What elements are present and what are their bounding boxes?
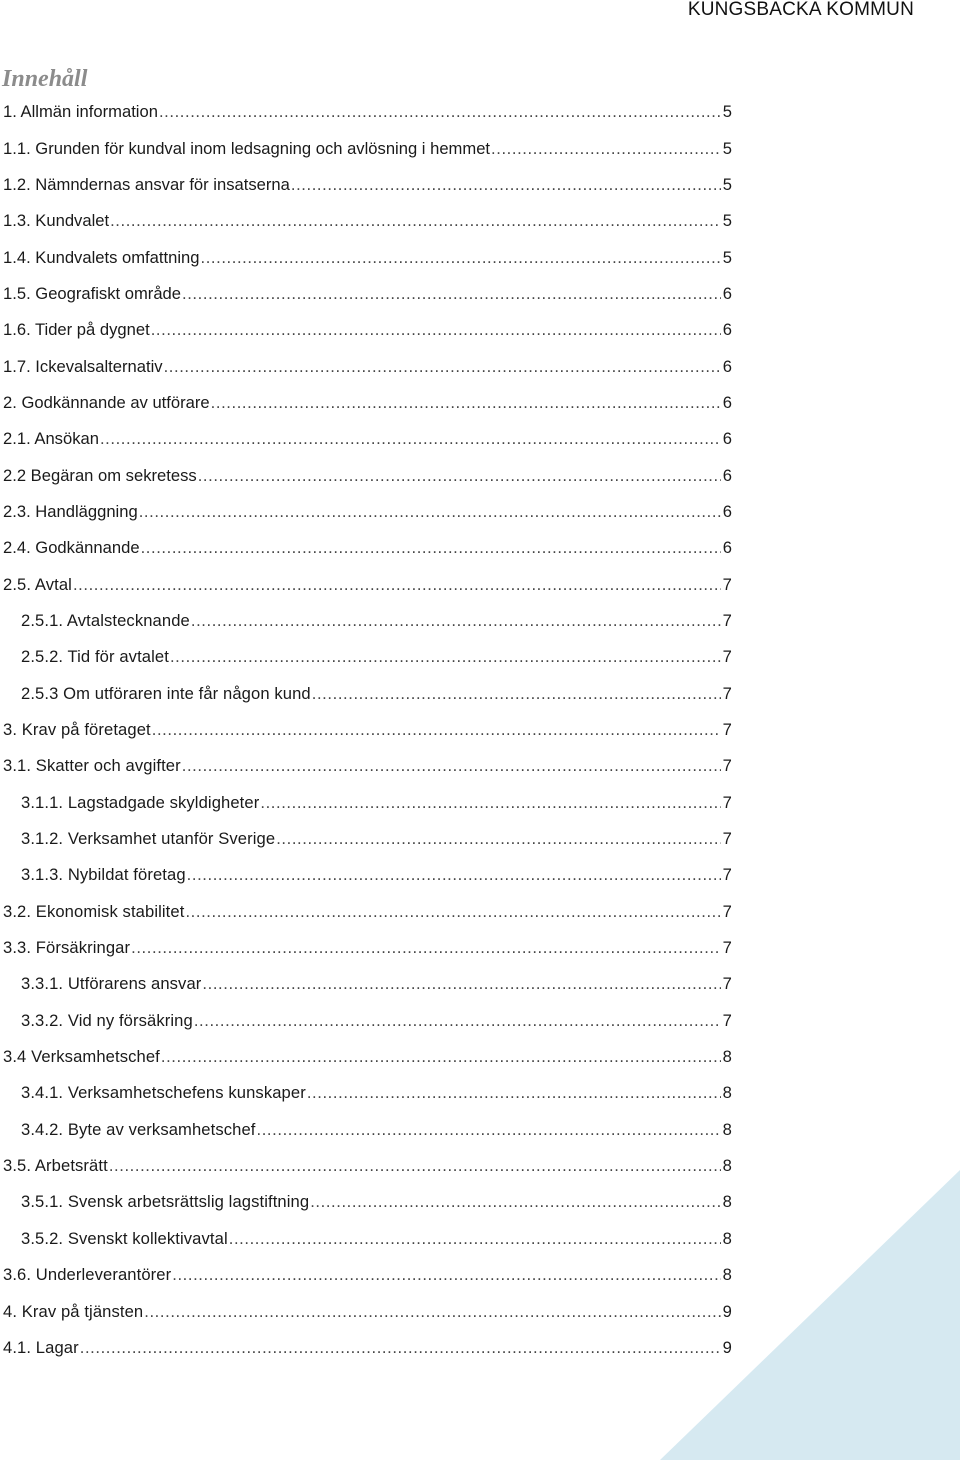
toc-entry-label: 3.4.2. Byte av verksamhetschef bbox=[21, 1119, 256, 1139]
toc-leader-dots bbox=[185, 902, 721, 922]
toc-entry[interactable] bbox=[3, 1112, 732, 1148]
toc-entry-label: 3.4.1. Verksamhetschefens kunskaper bbox=[21, 1083, 306, 1103]
toc-entry[interactable] bbox=[3, 494, 732, 530]
toc-leader-dots bbox=[80, 1338, 721, 1358]
toc-entry[interactable] bbox=[3, 930, 732, 966]
toc-entry-label: 3.6. Underleverantörer bbox=[3, 1265, 172, 1285]
toc-entry-page: 7 bbox=[722, 829, 732, 849]
toc-entry-page: 7 bbox=[722, 720, 732, 740]
corner-decoration bbox=[660, 1170, 960, 1460]
toc-entry-label: 1.4. Kundvalets omfattning bbox=[3, 247, 200, 267]
toc-entry-page: 9 bbox=[722, 1301, 732, 1321]
toc-entry-page: 5 bbox=[722, 138, 732, 158]
toc-entry[interactable] bbox=[3, 1330, 732, 1366]
toc-entry-label: 3.4 Verksamhetschef bbox=[3, 1047, 160, 1067]
toc-entry[interactable] bbox=[3, 348, 732, 384]
toc-entry-page: 6 bbox=[722, 501, 732, 521]
toc-entry[interactable] bbox=[3, 1148, 732, 1184]
toc-entry[interactable] bbox=[3, 239, 732, 275]
toc-entry-label: 3.2. Ekonomisk stabilitet bbox=[3, 901, 185, 921]
toc-leader-dots bbox=[276, 829, 721, 849]
toc-entry-page: 5 bbox=[722, 247, 732, 267]
toc-entry-label: 2.5.3 Om utföraren inte får någon kund bbox=[21, 683, 311, 703]
toc-leader-dots bbox=[182, 284, 721, 304]
toc-entry-page: 7 bbox=[722, 1010, 732, 1030]
table-of-contents bbox=[3, 94, 732, 1366]
toc-entry-label: 1. Allmän information bbox=[3, 102, 158, 122]
toc-entry-label: 3.1. Skatter och avgifter bbox=[3, 756, 181, 776]
toc-entry-page: 8 bbox=[722, 1228, 732, 1248]
toc-entry-page: 8 bbox=[722, 1119, 732, 1139]
toc-entry-page: 6 bbox=[722, 429, 732, 449]
toc-entry[interactable] bbox=[3, 530, 732, 566]
toc-entry-page: 8 bbox=[722, 1265, 732, 1285]
toc-entry-label: 2.2 Begäran om sekretess bbox=[3, 465, 197, 485]
toc-entry-page: 8 bbox=[722, 1192, 732, 1212]
toc-entry-label: 3.1.2. Verksamhet utanför Sverige bbox=[21, 829, 276, 849]
toc-entry-label: 2. Godkännande av utförare bbox=[3, 392, 210, 412]
toc-entry-label: 2.3. Handläggning bbox=[3, 501, 138, 521]
toc-entry-label: 4.1. Lagar bbox=[3, 1337, 79, 1357]
toc-entry-label: 3.1.1. Lagstadgade skyldigheter bbox=[21, 792, 260, 812]
toc-entry-page: 6 bbox=[722, 538, 732, 558]
toc-entry-page: 7 bbox=[722, 865, 732, 885]
toc-entry[interactable] bbox=[3, 94, 732, 130]
toc-entry-label: 3.5.1. Svensk arbetsrättslig lagstiftning bbox=[21, 1192, 310, 1212]
toc-entry[interactable] bbox=[3, 748, 732, 784]
toc-leader-dots bbox=[144, 1302, 721, 1322]
toc-entry-page: 9 bbox=[722, 1337, 732, 1357]
toc-entry[interactable] bbox=[3, 785, 732, 821]
toc-entry[interactable] bbox=[3, 312, 732, 348]
toc-entry-label: 3.5.2. Svenskt kollektivavtal bbox=[21, 1228, 228, 1248]
toc-entry-label: 2.4. Godkännande bbox=[3, 538, 140, 558]
toc-entry[interactable] bbox=[3, 457, 732, 493]
toc-leader-dots bbox=[211, 393, 721, 413]
toc-leader-dots bbox=[229, 1229, 721, 1249]
toc-leader-dots bbox=[202, 974, 721, 994]
toc-entry-label: 3.3. Försäkringar bbox=[3, 938, 131, 958]
toc-entry-page: 6 bbox=[722, 320, 732, 340]
toc-entry[interactable] bbox=[3, 1221, 732, 1257]
toc-leader-dots bbox=[170, 647, 721, 667]
toc-entry-page: 7 bbox=[722, 683, 732, 703]
toc-leader-dots bbox=[141, 538, 721, 558]
toc-entry-page: 7 bbox=[722, 756, 732, 776]
toc-leader-dots bbox=[182, 756, 721, 776]
toc-leader-dots bbox=[164, 357, 721, 377]
toc-leader-dots bbox=[194, 1011, 721, 1031]
toc-leader-dots bbox=[73, 575, 721, 595]
toc-leader-dots bbox=[161, 1047, 721, 1067]
toc-leader-dots bbox=[257, 1120, 721, 1140]
toc-entry-label: 1.2. Nämndernas ansvar för insatserna bbox=[3, 174, 290, 194]
toc-entry-page: 7 bbox=[722, 647, 732, 667]
toc-entry-page: 7 bbox=[722, 938, 732, 958]
toc-entry-label: 3.3.1. Utförarens ansvar bbox=[21, 974, 202, 994]
toc-entry-page: 5 bbox=[722, 102, 732, 122]
toc-entry[interactable] bbox=[3, 130, 732, 166]
toc-entry-label: 3.5. Arbetsrätt bbox=[3, 1156, 108, 1176]
toc-leader-dots bbox=[307, 1083, 721, 1103]
toc-entry-label: 2.5. Avtal bbox=[3, 574, 72, 594]
toc-entry[interactable] bbox=[3, 1003, 732, 1039]
toc-leader-dots bbox=[100, 429, 721, 449]
toc-entry-page: 5 bbox=[722, 211, 732, 231]
toc-entry[interactable] bbox=[3, 857, 732, 893]
toc-entry-page: 6 bbox=[722, 392, 732, 412]
toc-entry[interactable] bbox=[3, 1184, 732, 1220]
toc-entry-page: 8 bbox=[722, 1083, 732, 1103]
toc-entry-label: 3. Krav på företaget bbox=[3, 720, 151, 740]
corner-triangle bbox=[660, 1170, 960, 1460]
toc-entry[interactable] bbox=[3, 421, 732, 457]
toc-entry[interactable] bbox=[3, 276, 732, 312]
toc-entry-page: 8 bbox=[722, 1156, 732, 1176]
toc-entry-page: 8 bbox=[722, 1047, 732, 1067]
toc-entry-label: 2.5.1. Avtalstecknande bbox=[21, 610, 190, 630]
toc-entry-page: 6 bbox=[722, 356, 732, 376]
toc-entry-label: 1.1. Grunden för kundval inom ledsagning och avlösning i hemmet bbox=[3, 138, 491, 158]
toc-entry-page: 6 bbox=[722, 465, 732, 485]
toc-entry-page: 7 bbox=[722, 974, 732, 994]
toc-entry[interactable] bbox=[3, 167, 732, 203]
toc-entry-label: 2.1. Ansökan bbox=[3, 429, 99, 449]
toc-entry[interactable] bbox=[3, 385, 732, 421]
toc-entry[interactable] bbox=[3, 1075, 732, 1111]
toc-entry[interactable] bbox=[3, 676, 732, 712]
toc-entry-label: 1.5. Geografiskt område bbox=[3, 283, 182, 303]
toc-leader-dots bbox=[491, 139, 721, 159]
toc-leader-dots bbox=[200, 248, 721, 268]
toc-entry-page: 7 bbox=[722, 792, 732, 812]
toc-leader-dots bbox=[191, 611, 721, 631]
toc-leader-dots bbox=[291, 175, 721, 195]
toc-entry[interactable] bbox=[3, 712, 732, 748]
toc-leader-dots bbox=[109, 1156, 721, 1176]
toc-entry-label: 2.5.2. Tid för avtalet bbox=[21, 647, 169, 667]
toc-leader-dots bbox=[260, 793, 721, 813]
toc-leader-dots bbox=[139, 502, 721, 522]
toc-entry-page: 6 bbox=[722, 283, 732, 303]
toc-entry-page: 5 bbox=[722, 174, 732, 194]
toc-entry[interactable] bbox=[3, 639, 732, 675]
toc-entry[interactable] bbox=[3, 203, 732, 239]
toc-entry-label: 4. Krav på tjänsten bbox=[3, 1301, 144, 1321]
toc-entry-label: 3.3.2. Vid ny försäkring bbox=[21, 1010, 193, 1030]
toc-leader-dots bbox=[198, 466, 721, 486]
toc-entry-label: 3.1.3. Nybildat företag bbox=[21, 865, 186, 885]
toc-leader-dots bbox=[159, 102, 721, 122]
toc-entry[interactable] bbox=[3, 1257, 732, 1293]
toc-leader-dots bbox=[131, 938, 721, 958]
toc-leader-dots bbox=[187, 865, 721, 885]
toc-leader-dots bbox=[110, 211, 721, 231]
toc-leader-dots bbox=[152, 720, 721, 740]
toc-leader-dots bbox=[312, 684, 721, 704]
toc-entry-label: 1.7. Ickevalsalternativ bbox=[3, 356, 163, 376]
toc-entry[interactable] bbox=[3, 894, 732, 930]
organization-header: KUNGSBACKA KOMMUN bbox=[687, 0, 914, 20]
toc-entry[interactable] bbox=[3, 1293, 732, 1329]
toc-entry[interactable] bbox=[3, 603, 732, 639]
toc-leader-dots bbox=[172, 1265, 721, 1285]
toc-entry[interactable] bbox=[3, 566, 732, 602]
toc-entry-label: 1.6. Tider på dygnet bbox=[3, 320, 150, 340]
toc-entry[interactable] bbox=[3, 1039, 732, 1075]
toc-entry[interactable] bbox=[3, 966, 732, 1002]
toc-title: Innehåll bbox=[2, 66, 88, 92]
toc-entry-page: 7 bbox=[722, 610, 732, 630]
toc-leader-dots bbox=[151, 320, 721, 340]
toc-entry[interactable] bbox=[3, 821, 732, 857]
toc-entry-label: 1.3. Kundvalet bbox=[3, 211, 110, 231]
toc-entry-page: 7 bbox=[722, 901, 732, 921]
toc-entry-page: 7 bbox=[722, 574, 732, 594]
